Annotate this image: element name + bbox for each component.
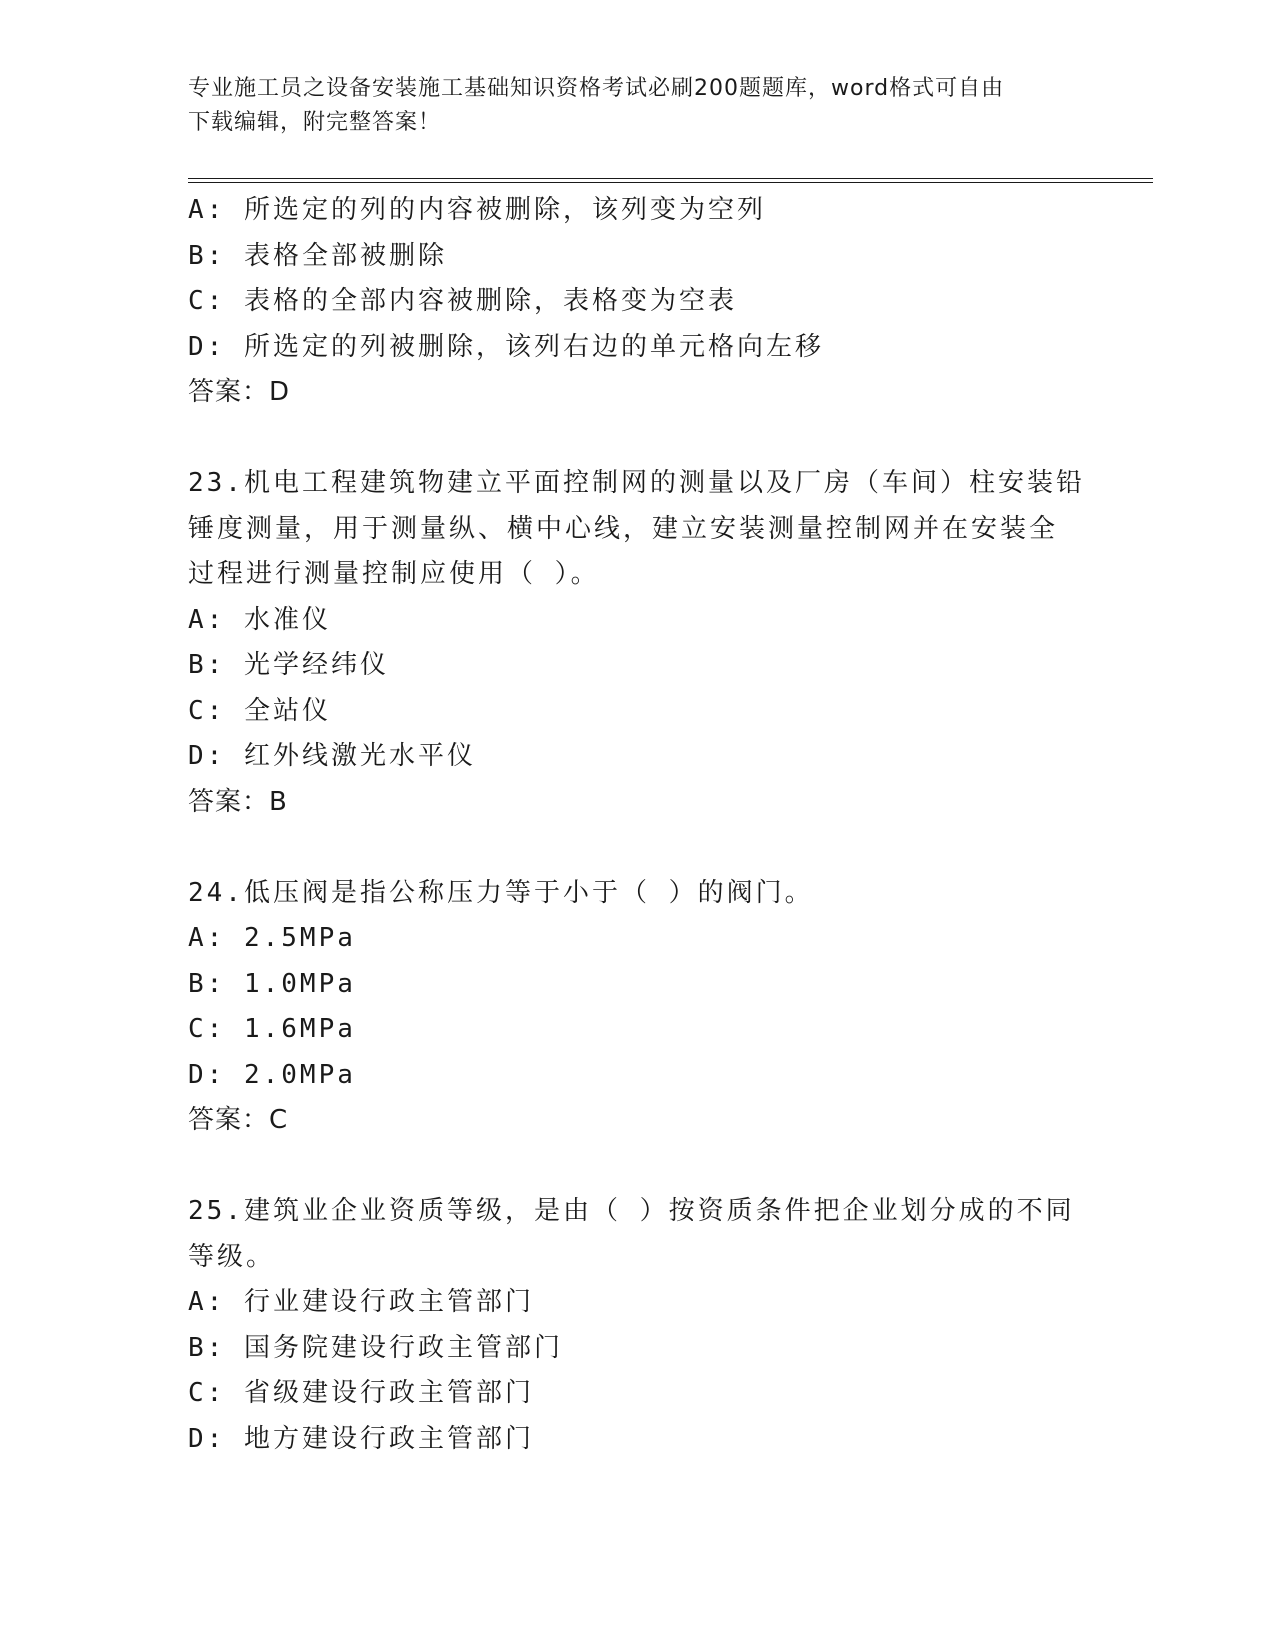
header-line-2: 下载编辑，附完整答案！ (188, 110, 442, 135)
option-c: C: 1.6MPa (188, 1014, 356, 1044)
question-text-line: 25.建筑业企业资质等级，是由（ ）按资质条件把企业划分成的不同 (188, 1196, 1075, 1226)
question-list (188, 188, 1088, 1462)
question-text-line: 23.机电工程建筑物建立平面控制网的测量以及厂房（车间）柱安装铅 (188, 468, 1085, 498)
question-25 (188, 1189, 1088, 1462)
question-text-line: 锤度测量，用于测量纵、横中心线，建立安装测量控制网并在安装全 (188, 513, 1059, 544)
question-23 (188, 461, 1088, 825)
spacer (188, 825, 1088, 871)
previous-question-block (188, 188, 1088, 416)
question-text-line: 过程进行测量控制应使用（ ）。 (188, 559, 600, 589)
option-b: B: 表格全部被删除 (188, 240, 447, 271)
option-b: B: 1.0MPa (188, 968, 356, 999)
spacer (188, 1144, 1088, 1190)
option-b: B: 国务院建设行政主管部门 (188, 1332, 563, 1363)
answer-line: 答案：D (188, 377, 291, 407)
header-divider-bottom (188, 182, 1153, 183)
option-d: D: 红外线激光水平仪 (188, 741, 476, 771)
option-c: C: 表格的全部内容被删除，表格变为空表 (188, 286, 737, 316)
option-a: A: 2.5MPa (188, 923, 356, 953)
option-c: C: 全站仪 (188, 695, 331, 726)
option-a: A: 水准仪 (188, 604, 331, 635)
option-b: B: 光学经纬仪 (188, 650, 389, 680)
option-d: D: 2.0MPa (188, 1059, 356, 1090)
question-text-line: 24.低压阀是指公称压力等于小于（ ）的阀门。 (188, 877, 814, 908)
option-c: C: 省级建设行政主管部门 (188, 1378, 534, 1408)
document-header (188, 72, 1068, 140)
header-divider-top (188, 178, 1153, 179)
question-24 (188, 871, 1088, 1144)
option-d: D: 地方建设行政主管部门 (188, 1423, 534, 1454)
answer-line: 答案：C (188, 1105, 289, 1135)
question-text-line: 等级。 (188, 1241, 276, 1272)
spacer (188, 416, 1088, 462)
option-a: A: 所选定的列的内容被删除，该列变为空列 (188, 195, 766, 225)
option-a: A: 行业建设行政主管部门 (188, 1287, 534, 1317)
header-line-1: 专业施工员之设备安装施工基础知识资格考试必刷200题题库，word格式可自由 (188, 76, 1005, 101)
answer-line: 答案：B (188, 786, 288, 817)
option-d: D: 所选定的列被删除，该列右边的单元格向左移 (188, 331, 824, 362)
